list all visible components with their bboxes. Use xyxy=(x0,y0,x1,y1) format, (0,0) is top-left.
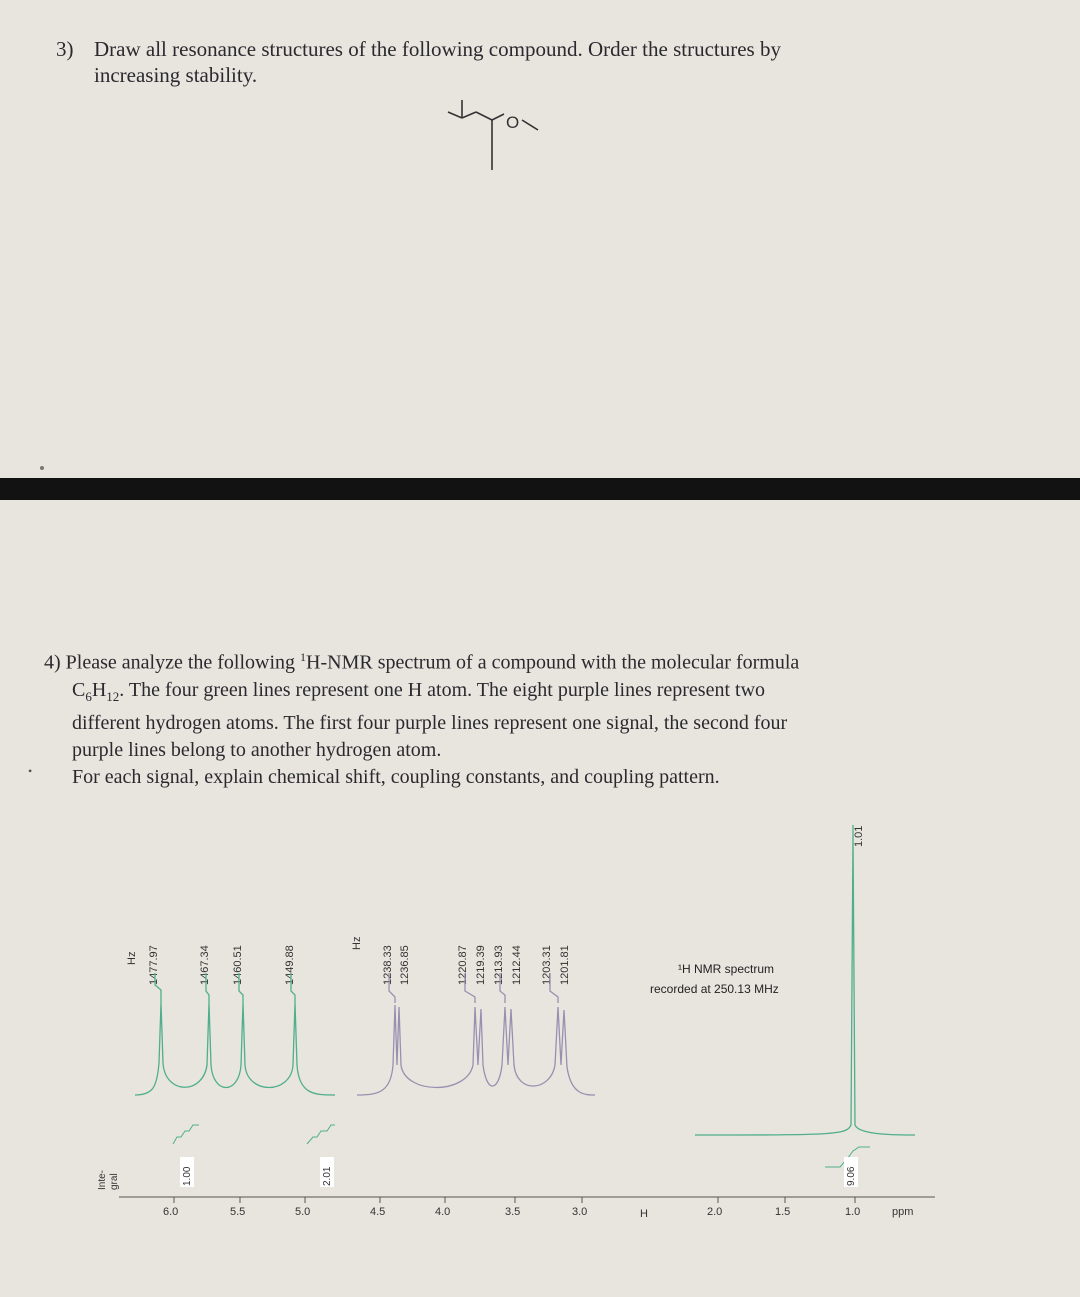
purple-peak-labels xyxy=(382,945,571,985)
formula-h-sub: 12 xyxy=(106,688,120,704)
axis-tick-label: 4.5 xyxy=(370,1206,386,1218)
q4-line2-post: . The four green lines represent one H atom. The eight purple lines represent two xyxy=(119,678,766,701)
integral-value: 9.06 xyxy=(846,1166,857,1186)
question-3 xyxy=(56,36,936,88)
green-peak-labels xyxy=(148,945,296,985)
nmr-spectrum xyxy=(95,795,945,1255)
margin-mark: • xyxy=(28,764,33,778)
question-4-line-1 xyxy=(44,644,944,677)
singlet-peak xyxy=(695,825,915,1135)
formula-c: C xyxy=(72,678,86,701)
purple-multiplet xyxy=(357,973,595,1095)
superscript-1: 1 xyxy=(300,650,307,664)
q4-line1-post: H-NMR spectrum of a compound with the molecular formula xyxy=(306,651,800,674)
question-3-line-1: Draw all resonance structures of the following compound. Order the structures by xyxy=(94,37,781,61)
hz-label-green: Hz xyxy=(126,951,138,965)
purple-peak-label: 1201.81 xyxy=(559,945,571,985)
q4-line1-pre: Please analyze the following xyxy=(65,651,301,674)
formula-c-sub: 6 xyxy=(85,688,92,704)
purple-peak-label: 1220.87 xyxy=(457,945,469,985)
axis-unit-label: ppm xyxy=(892,1206,914,1218)
green-peak-label: 1449.88 xyxy=(284,945,296,985)
integral-curve xyxy=(307,1125,335,1144)
molecule-structure xyxy=(440,90,560,180)
ppm-axis xyxy=(119,1197,935,1203)
integral-axis-label-2: gral xyxy=(109,1173,120,1190)
spectrum-note-line-1: ¹H NMR spectrum xyxy=(678,962,775,976)
axis-tick-label: 4.0 xyxy=(435,1206,451,1218)
axis-h-label: H xyxy=(640,1208,648,1220)
purple-peak-label: 1238.33 xyxy=(382,945,394,985)
spectrum-note-line-2: recorded at 250.13 MHz xyxy=(650,982,779,996)
formula-h: H xyxy=(91,678,107,701)
purple-peak-label: 1236.85 xyxy=(399,945,411,985)
oxygen-atom: O xyxy=(506,113,520,132)
stray-dot xyxy=(40,466,44,470)
question-4-line-2 xyxy=(44,677,944,710)
section-divider xyxy=(0,478,1080,500)
axis-tick-label: 5.5 xyxy=(230,1206,246,1218)
purple-peak-label: 1212.44 xyxy=(511,945,523,985)
green-peak-label: 1467.34 xyxy=(199,945,211,985)
axis-tick-label: 2.0 xyxy=(707,1206,723,1218)
purple-peak-label: 1219.39 xyxy=(475,945,487,985)
question-4-line-4: purple lines belong to another hydrogen atom. xyxy=(72,738,442,761)
question-4-number: 4) xyxy=(44,651,61,674)
integral-curve xyxy=(173,1125,199,1144)
question-4-line-3: different hydrogen atoms. The first four purple lines represent one signal, the second four xyxy=(72,711,788,734)
integral-value: 1.00 xyxy=(182,1166,193,1186)
green-peaks-trace xyxy=(135,1003,335,1095)
purple-peak-label: 1203.31 xyxy=(541,945,553,985)
hz-label-purple: Hz xyxy=(351,936,363,950)
question-3-line-2: increasing stability. xyxy=(94,63,258,87)
axis-tick-label: 1.5 xyxy=(775,1206,791,1218)
axis-tick-label: 5.0 xyxy=(295,1206,311,1218)
question-3-number: 3) xyxy=(56,37,74,61)
green-multiplet xyxy=(135,973,335,1095)
integral-curves xyxy=(173,1125,870,1167)
axis-tick-label: 6.0 xyxy=(163,1206,179,1218)
axis-tick-label: 1.0 xyxy=(845,1206,861,1218)
green-peak-label: 1460.51 xyxy=(232,945,244,985)
purple-peaks-trace xyxy=(357,1005,595,1095)
question-4-line-5: For each signal, explain chemical shift, coupling constants, and coupling pattern. xyxy=(72,765,720,788)
singlet-label: 1.01 xyxy=(853,825,865,847)
green-peak-label: 1477.97 xyxy=(148,945,160,985)
axis-tick-labels xyxy=(163,1206,913,1220)
integral-axis-label-1: Inte- xyxy=(97,1169,108,1190)
axis-tick-label: 3.0 xyxy=(572,1206,588,1218)
question-4 xyxy=(44,644,944,791)
purple-peak-label: 1213.93 xyxy=(493,945,505,985)
axis-tick-label: 3.5 xyxy=(505,1206,521,1218)
integral-value: 2.01 xyxy=(322,1166,333,1186)
